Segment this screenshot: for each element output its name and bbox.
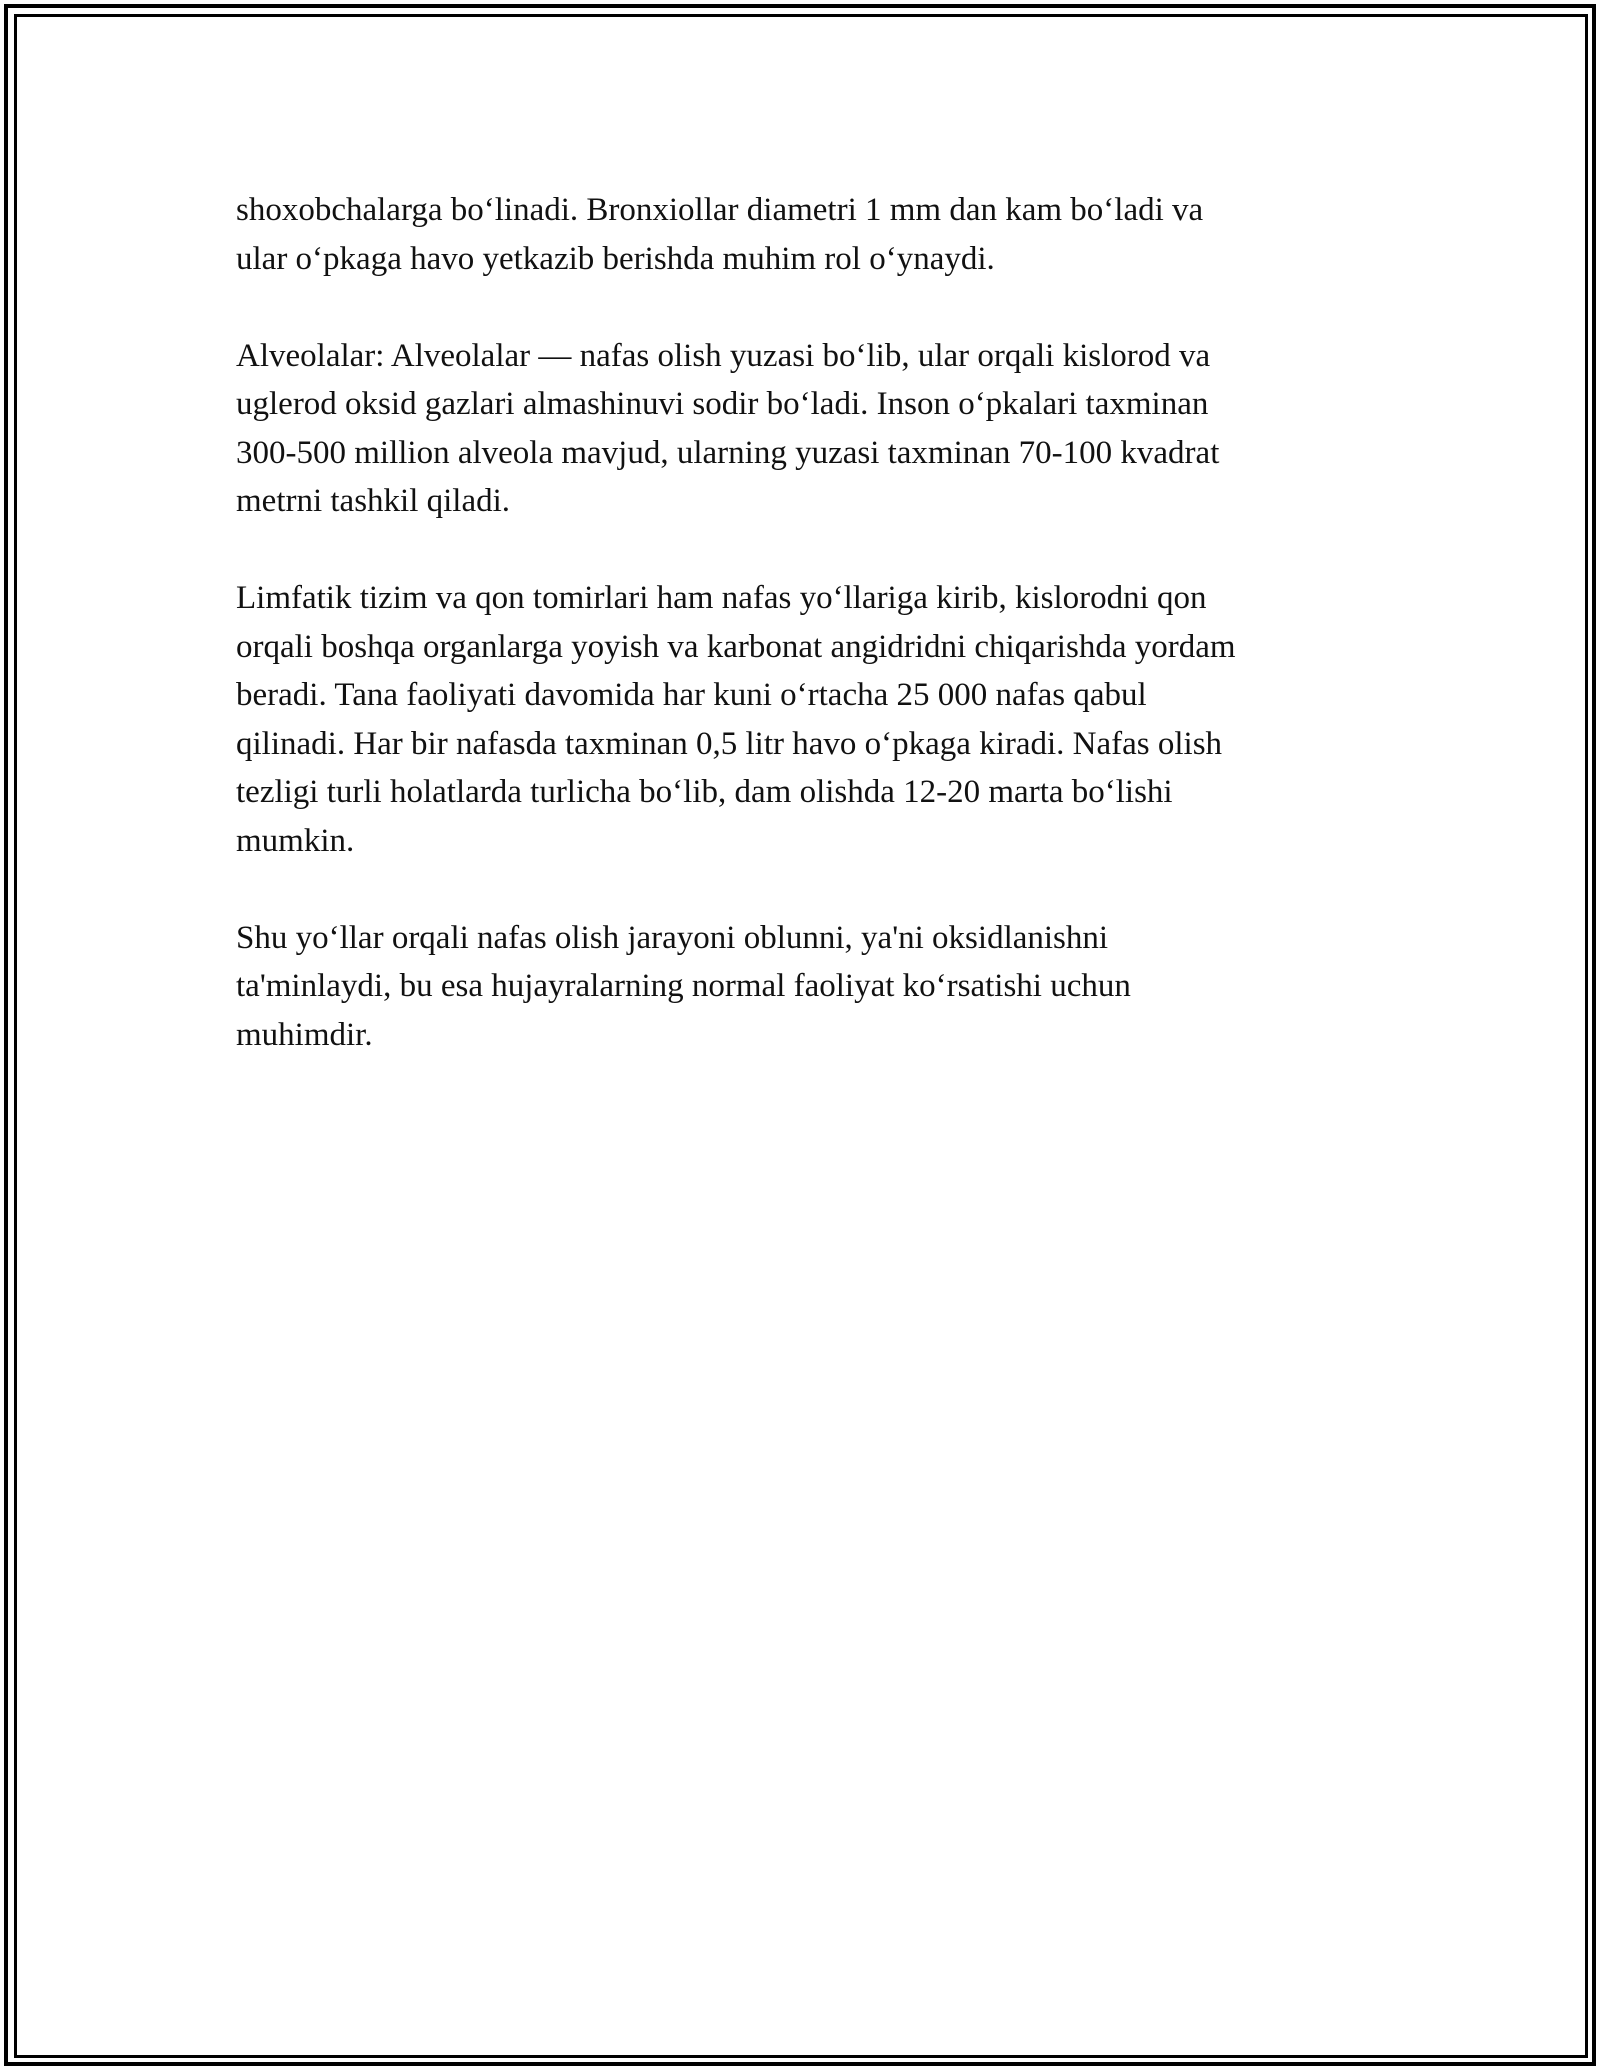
text-line: shoxobchalarga bo‘linadi. Bronxiollar diametri 1 mm dan kam bo‘ladi va	[236, 192, 1204, 228]
text-line: uglerod oksid gazlari almashinuvi sodir bo‘ladi. Inson o‘pkalari taxminan	[236, 386, 1209, 422]
text-line: 300-500 million alveola mavjud, ularning yuzasi taxminan 70-100 kvadrat	[236, 434, 1220, 471]
text-line: Alveolalar: Alveolalar — nafas olish yuzasi bo‘lib, ular orqali kislorod va	[236, 337, 1211, 374]
text-line: tezligi turli holatlarda turlicha bo‘lib, dam olishda 12-20 marta bo‘lishi	[236, 774, 1173, 810]
text-line: Limfatik tizim va qon tomirlari ham nafas yo‘llariga kirib, kislorodni qon	[236, 580, 1207, 616]
text-line: ta'minlaydi, bu esa hujayralarning normal faoliyat ko‘rsatishi uchun	[236, 968, 1131, 1004]
text-line: Shu yo‘llar orqali nafas olish jarayoni oblunni, ya'ni oksidlanishni	[236, 919, 1109, 956]
document-body	[236, 186, 1366, 1108]
text-line: orqali boshqa organlarga yoyish va karbonat angidridni chiqarishda yordam	[236, 628, 1236, 665]
text-line: muhimdir.	[236, 1016, 373, 1053]
paragraph-alveoli	[236, 332, 1366, 526]
paragraph-lymphatic-system	[236, 574, 1366, 865]
text-line: qilinadi. Har bir nafasda taxminan 0,5 litr havo o‘pkaga kiradi. Nafas olish	[236, 725, 1223, 762]
text-line: ular o‘pkaga havo yetkazib berishda muhim rol o‘ynaydi.	[236, 240, 995, 277]
text-line: beradi. Tana faoliyati davomida har kuni o‘rtacha 25 000 nafas qabul	[236, 677, 1147, 713]
text-line: metrni tashkil qiladi.	[236, 483, 511, 519]
paragraph-conclusion	[236, 914, 1366, 1060]
paragraph-bronchioles	[236, 186, 1366, 283]
text-line: mumkin.	[236, 822, 355, 859]
